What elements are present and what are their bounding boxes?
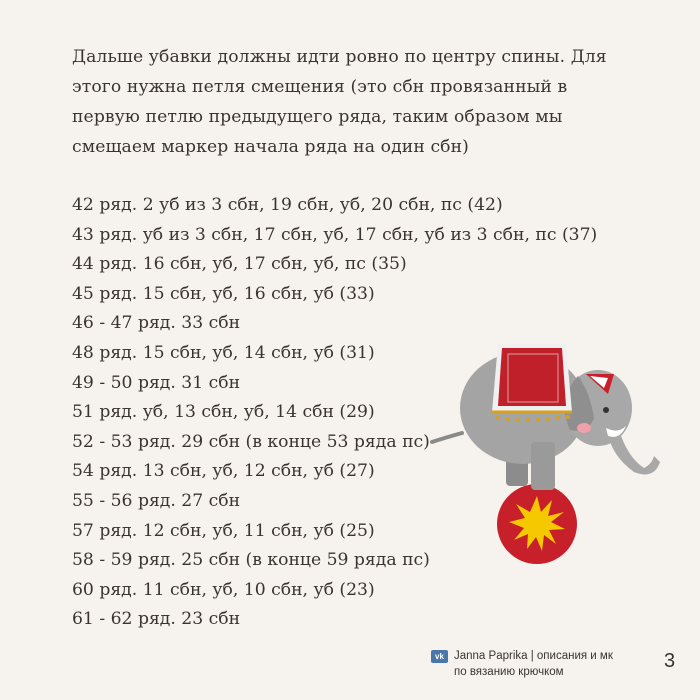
intro-paragraph: Дальше убавки должны идти ровно по центру спины. Для этого нужна петля смещения (это сбн провязанный в первую петлю предыдущего ряда, таким образом мы смещаем маркер начала ряда на один сбн) — [72, 47, 607, 157]
footer-credit — [431, 648, 613, 680]
row-instruction: 43 ряд. уб из 3 сбн, 17 сбн, уб, 17 сбн, уб из 3 сбн, пс (37) — [72, 224, 598, 245]
footer-line-2: по вязанию крючком — [454, 666, 564, 678]
footer-line-1: Janna Paprika | описания и мк — [454, 650, 613, 662]
row-instruction: 45 ряд. 15 сбн, уб, 16 сбн, уб (33) — [72, 283, 375, 304]
row-instruction: 57 ряд. 12 сбн, уб, 11 сбн, уб (25) — [72, 520, 375, 541]
row-instruction: 46 - 47 ряд. 33 сбн — [72, 313, 241, 334]
row-instruction: 54 ряд. 13 сбн, уб, 12 сбн, уб (27) — [72, 461, 375, 482]
row-instruction: 42 ряд. 2 уб из 3 сбн, 19 сбн, уб, 20 сбн, пс (42) — [72, 195, 503, 215]
row-instruction: 61 - 62 ряд. 23 сбн — [72, 609, 241, 630]
row-instruction: 44 ряд. 16 сбн, уб, 17 сбн, уб, пс (35) — [72, 254, 407, 275]
row-instruction: 49 - 50 ряд. 31 сбн — [72, 372, 241, 393]
row-instruction: 51 ряд. уб, 13 сбн, уб, 14 сбн (29) — [72, 402, 375, 423]
row-instruction: 55 - 56 ряд. 27 сбн — [72, 490, 241, 511]
row-instruction: 58 - 59 ряд. 25 сбн (в конце 59 ряда пс) — [72, 550, 430, 571]
row-instruction: 60 ряд. 11 сбн, уб, 10 сбн, уб (23) — [72, 579, 375, 600]
row-instruction: 48 ряд. 15 сбн, уб, 14 сбн, уб (31) — [72, 342, 375, 363]
page-number: 3 — [664, 650, 676, 672]
vk-logo-icon: vk — [431, 650, 448, 663]
elephant-on-ball-illustration — [428, 338, 660, 564]
row-instruction: 52 - 53 ряд. 29 сбн (в конце 53 ряда пс) — [72, 431, 430, 452]
